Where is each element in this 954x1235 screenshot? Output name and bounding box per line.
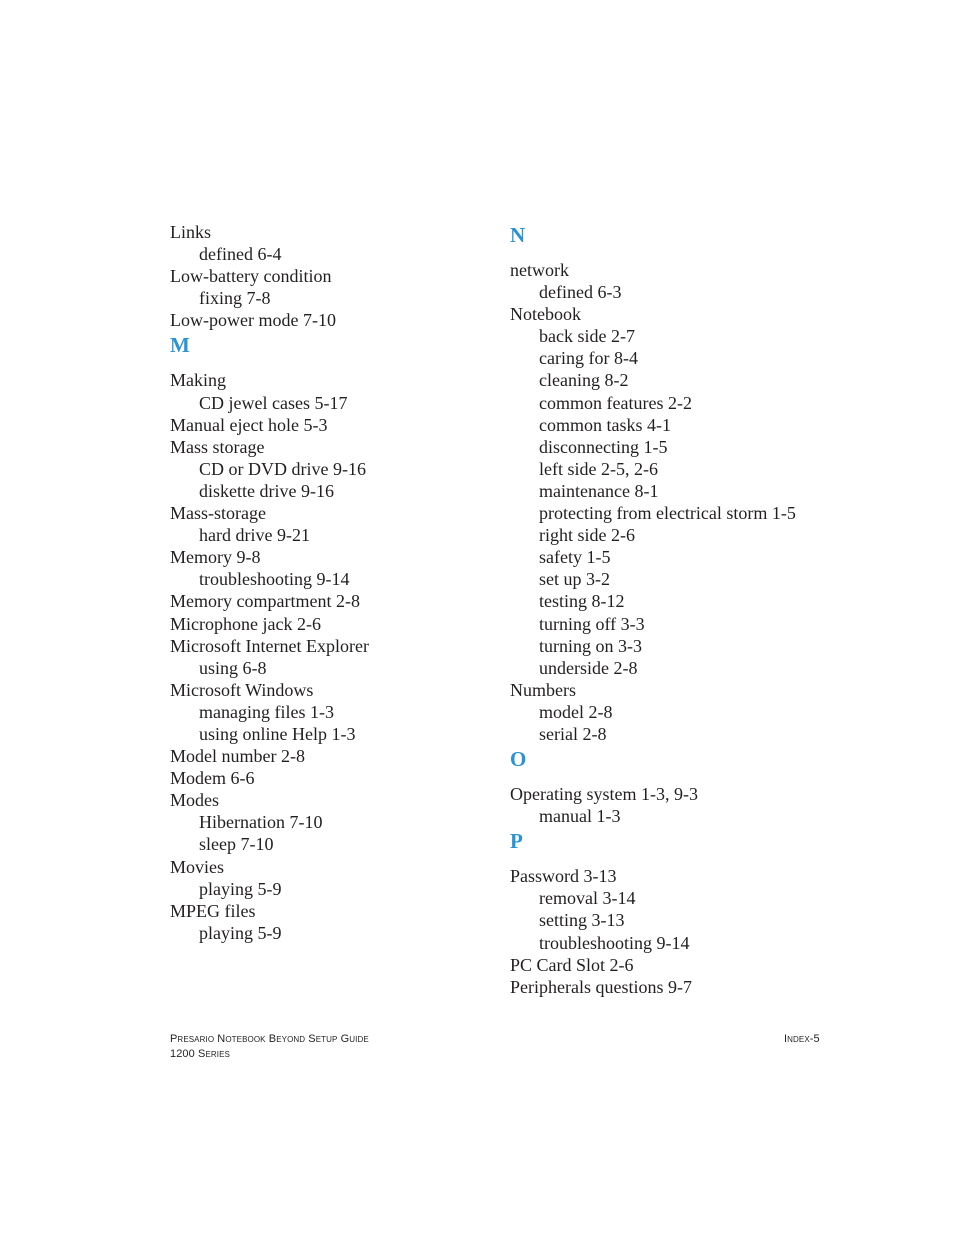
index-subentry: defined 6-3 (539, 282, 622, 303)
index-subentry: hard drive 9-21 (199, 525, 310, 546)
index-entry: Mass storage (170, 436, 265, 457)
index-subentry: removal 3-14 (539, 888, 636, 909)
index-subentry: turning off 3-3 (539, 613, 645, 634)
index-entry: Microsoft Windows (170, 679, 314, 700)
index-subentry: caring for 8-4 (539, 348, 638, 369)
index-entry: Numbers (510, 679, 576, 700)
index-entry: Mass-storage (170, 503, 266, 524)
index-subentry: setting 3-13 (539, 910, 625, 931)
index-entry: Peripherals questions 9-7 (510, 976, 692, 997)
index-subentry: underside 2-8 (539, 657, 638, 678)
index-subentry: model 2-8 (539, 701, 613, 722)
footer-book-title (170, 1032, 369, 1062)
index-subentry: sleep 7-10 (199, 834, 274, 855)
index-subentry: defined 6-4 (199, 244, 282, 265)
index-entry: Notebook (510, 304, 581, 325)
index-subentry: manual 1-3 (539, 806, 621, 827)
index-subentry: protecting from electrical storm 1-5 (539, 503, 796, 524)
index-entry: MPEG files (170, 900, 256, 921)
index-subentry: fixing 7-8 (199, 288, 271, 309)
index-subentry: testing 8-12 (539, 591, 625, 612)
index-subentry: Hibernation 7-10 (199, 812, 323, 833)
index-entry: Low-battery condition (170, 266, 332, 287)
index-column-left (170, 221, 490, 944)
index-subentry: common features 2-2 (539, 392, 692, 413)
index-subentry: troubleshooting 9-14 (199, 569, 350, 590)
index-entry: network (510, 260, 569, 280)
index-subentry: right side 2-6 (539, 525, 635, 546)
index-subentry: playing 5-9 (199, 878, 282, 899)
index-entry: Password 3-13 (510, 866, 617, 887)
index-entry: Links (170, 222, 212, 242)
index-entry: Making (170, 370, 226, 391)
index-subentry: cleaning 8-2 (539, 370, 629, 391)
index-subentry: maintenance 8-1 (539, 480, 659, 501)
section-letter-heading: M (170, 333, 190, 358)
index-subentry: disconnecting 1-5 (539, 436, 668, 457)
index-entry: Model number 2-8 (170, 746, 305, 767)
index-entry: Memory compartment 2-8 (170, 591, 360, 612)
index-entry: Memory 9-8 (170, 547, 261, 568)
index-subentry: CD or DVD drive 9-16 (199, 458, 366, 479)
index-subentry: common tasks 4-1 (539, 414, 671, 435)
index-subentry: back side 2-7 (539, 326, 635, 347)
footer-series-line: 1200 Series (170, 1048, 230, 1060)
section-letter-heading: N (510, 223, 526, 247)
index-subentry: troubleshooting 9-14 (539, 932, 690, 953)
index-column-right (510, 221, 840, 998)
index-subentry: turning on 3-3 (539, 635, 642, 656)
footer-title-line: Presario Notebook Beyond Setup Guide (170, 1033, 369, 1045)
index-subentry: using 6-8 (199, 657, 267, 678)
index-subentry: CD jewel cases 5-17 (199, 392, 348, 413)
index-subentry: serial 2-8 (539, 723, 607, 744)
index-entry: Microsoft Internet Explorer (170, 635, 369, 656)
index-subentry: safety 1-5 (539, 547, 611, 568)
index-subentry: managing files 1-3 (199, 701, 334, 722)
index-subentry: left side 2-5, 2-6 (539, 458, 658, 479)
index-entry: Low-power mode 7-10 (170, 310, 336, 331)
index-entry: Manual eject hole 5-3 (170, 414, 328, 435)
section-letter-heading: P (510, 829, 523, 854)
index-entry: Movies (170, 856, 224, 877)
index-entry: PC Card Slot 2-6 (510, 954, 634, 975)
index-subentry: playing 5-9 (199, 922, 282, 943)
index-entry: Microphone jack 2-6 (170, 613, 321, 634)
section-letter-heading: O (510, 747, 527, 772)
index-subentry: set up 3-2 (539, 569, 610, 590)
index-entry: Modem 6-6 (170, 768, 255, 789)
index-entry: Modes (170, 790, 219, 811)
index-entry: Operating system 1-3, 9-3 (510, 784, 698, 805)
index-subentry: diskette drive 9-16 (199, 480, 334, 501)
index-subentry: using online Help 1-3 (199, 723, 356, 744)
footer-page-number: Index-5 (784, 1033, 820, 1045)
